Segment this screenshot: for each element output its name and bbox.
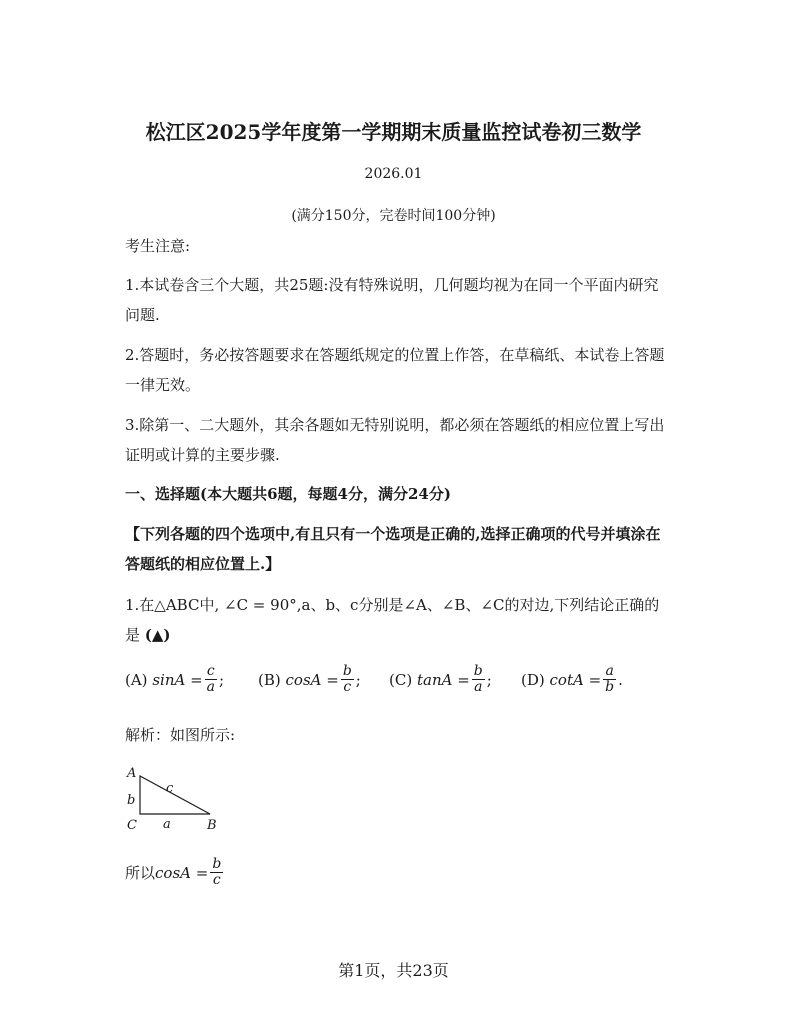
question-stem-text: 1.在△ABC中, ∠C = 90°,a、b、c分别是∠A、∠B、∠C的对边,下列结论正确的是 bbox=[125, 596, 660, 644]
fraction-denominator: c bbox=[343, 679, 352, 695]
option-func: cotA = bbox=[549, 670, 602, 689]
notice-item-3: 3.除第一、二大题外，其余各题如无特别说明，都必须在答题纸的相应位置上写出证明或计算的主要步骤. bbox=[125, 416, 665, 464]
option-fraction bbox=[603, 664, 616, 695]
side-a-label: a bbox=[163, 817, 171, 832]
option-label: (B) bbox=[258, 670, 281, 689]
fraction-numerator: c bbox=[206, 663, 215, 679]
fraction-denominator: b bbox=[605, 679, 615, 695]
conclusion-func: cosA = bbox=[155, 863, 209, 882]
side-b-label: b bbox=[127, 793, 136, 808]
notice-item-2: 2.答题时，务必按答题要求在答题纸规定的位置上作答，在草稿纸、本试卷上答题一律无效。 bbox=[125, 346, 665, 394]
notice-heading: 考生注意: bbox=[125, 237, 191, 255]
solution-heading: 解析：如图所示: bbox=[125, 726, 236, 744]
option-c bbox=[389, 664, 492, 695]
vertex-c-label: C bbox=[127, 818, 137, 833]
answer-mark: (▲) bbox=[144, 626, 171, 644]
exam-date: 2026.01 bbox=[364, 166, 423, 182]
page-title: 松江区2025学年度第一学期期末质量监控试卷初三数学 bbox=[145, 120, 642, 144]
option-b bbox=[258, 664, 361, 695]
fraction-denominator: a bbox=[206, 679, 216, 695]
option-fraction bbox=[341, 664, 354, 695]
exam-note: (满分150分，完卷时间100分钟) bbox=[291, 208, 496, 224]
option-d bbox=[521, 664, 623, 695]
conclusion-prefix: 所以 bbox=[125, 864, 156, 882]
option-label: (C) bbox=[389, 670, 413, 689]
option-label: (D) bbox=[521, 670, 545, 689]
fraction-numerator: b bbox=[212, 856, 222, 872]
fraction-denominator: c bbox=[212, 872, 221, 888]
option-a bbox=[125, 664, 224, 695]
option-end: ; bbox=[486, 670, 492, 689]
vertex-b-label: B bbox=[207, 818, 217, 833]
triangle-shape bbox=[140, 776, 210, 814]
page-footer: 第1页，共23页 bbox=[338, 961, 449, 980]
conclusion-fraction bbox=[210, 857, 223, 888]
triangle-figure bbox=[120, 762, 230, 834]
section-instruction: 【下列各题的四个选项中,有且只有一个选项是正确的,选择正确项的代号并填涂在答题纸的相应位置上.】 bbox=[125, 525, 661, 573]
fraction-denominator: a bbox=[474, 679, 483, 695]
vertex-a-label: A bbox=[127, 766, 137, 781]
fraction-numerator: a bbox=[605, 663, 614, 679]
option-fraction bbox=[205, 664, 217, 695]
option-end: ; bbox=[355, 670, 361, 689]
question-stem bbox=[125, 590, 670, 650]
fraction-numerator: b bbox=[342, 663, 352, 679]
fraction-numerator: b bbox=[473, 663, 483, 679]
option-func: sinA = bbox=[152, 670, 203, 689]
option-fraction bbox=[472, 664, 485, 695]
option-end: ; bbox=[219, 670, 225, 689]
option-func: cosA = bbox=[285, 670, 339, 689]
option-label: (A) bbox=[125, 670, 148, 689]
option-func: tanA = bbox=[416, 670, 470, 689]
section-heading: 一、选择题(本大题共6题，每题4分，满分24分) bbox=[125, 485, 451, 503]
side-c-label: c bbox=[166, 781, 174, 796]
solution-conclusion bbox=[125, 857, 225, 888]
option-end: . bbox=[618, 670, 623, 689]
notice-item-1: 1.本试卷含三个大题，共25题:没有特殊说明，几何题均视为在同一个平面内研究问题. bbox=[125, 276, 659, 324]
